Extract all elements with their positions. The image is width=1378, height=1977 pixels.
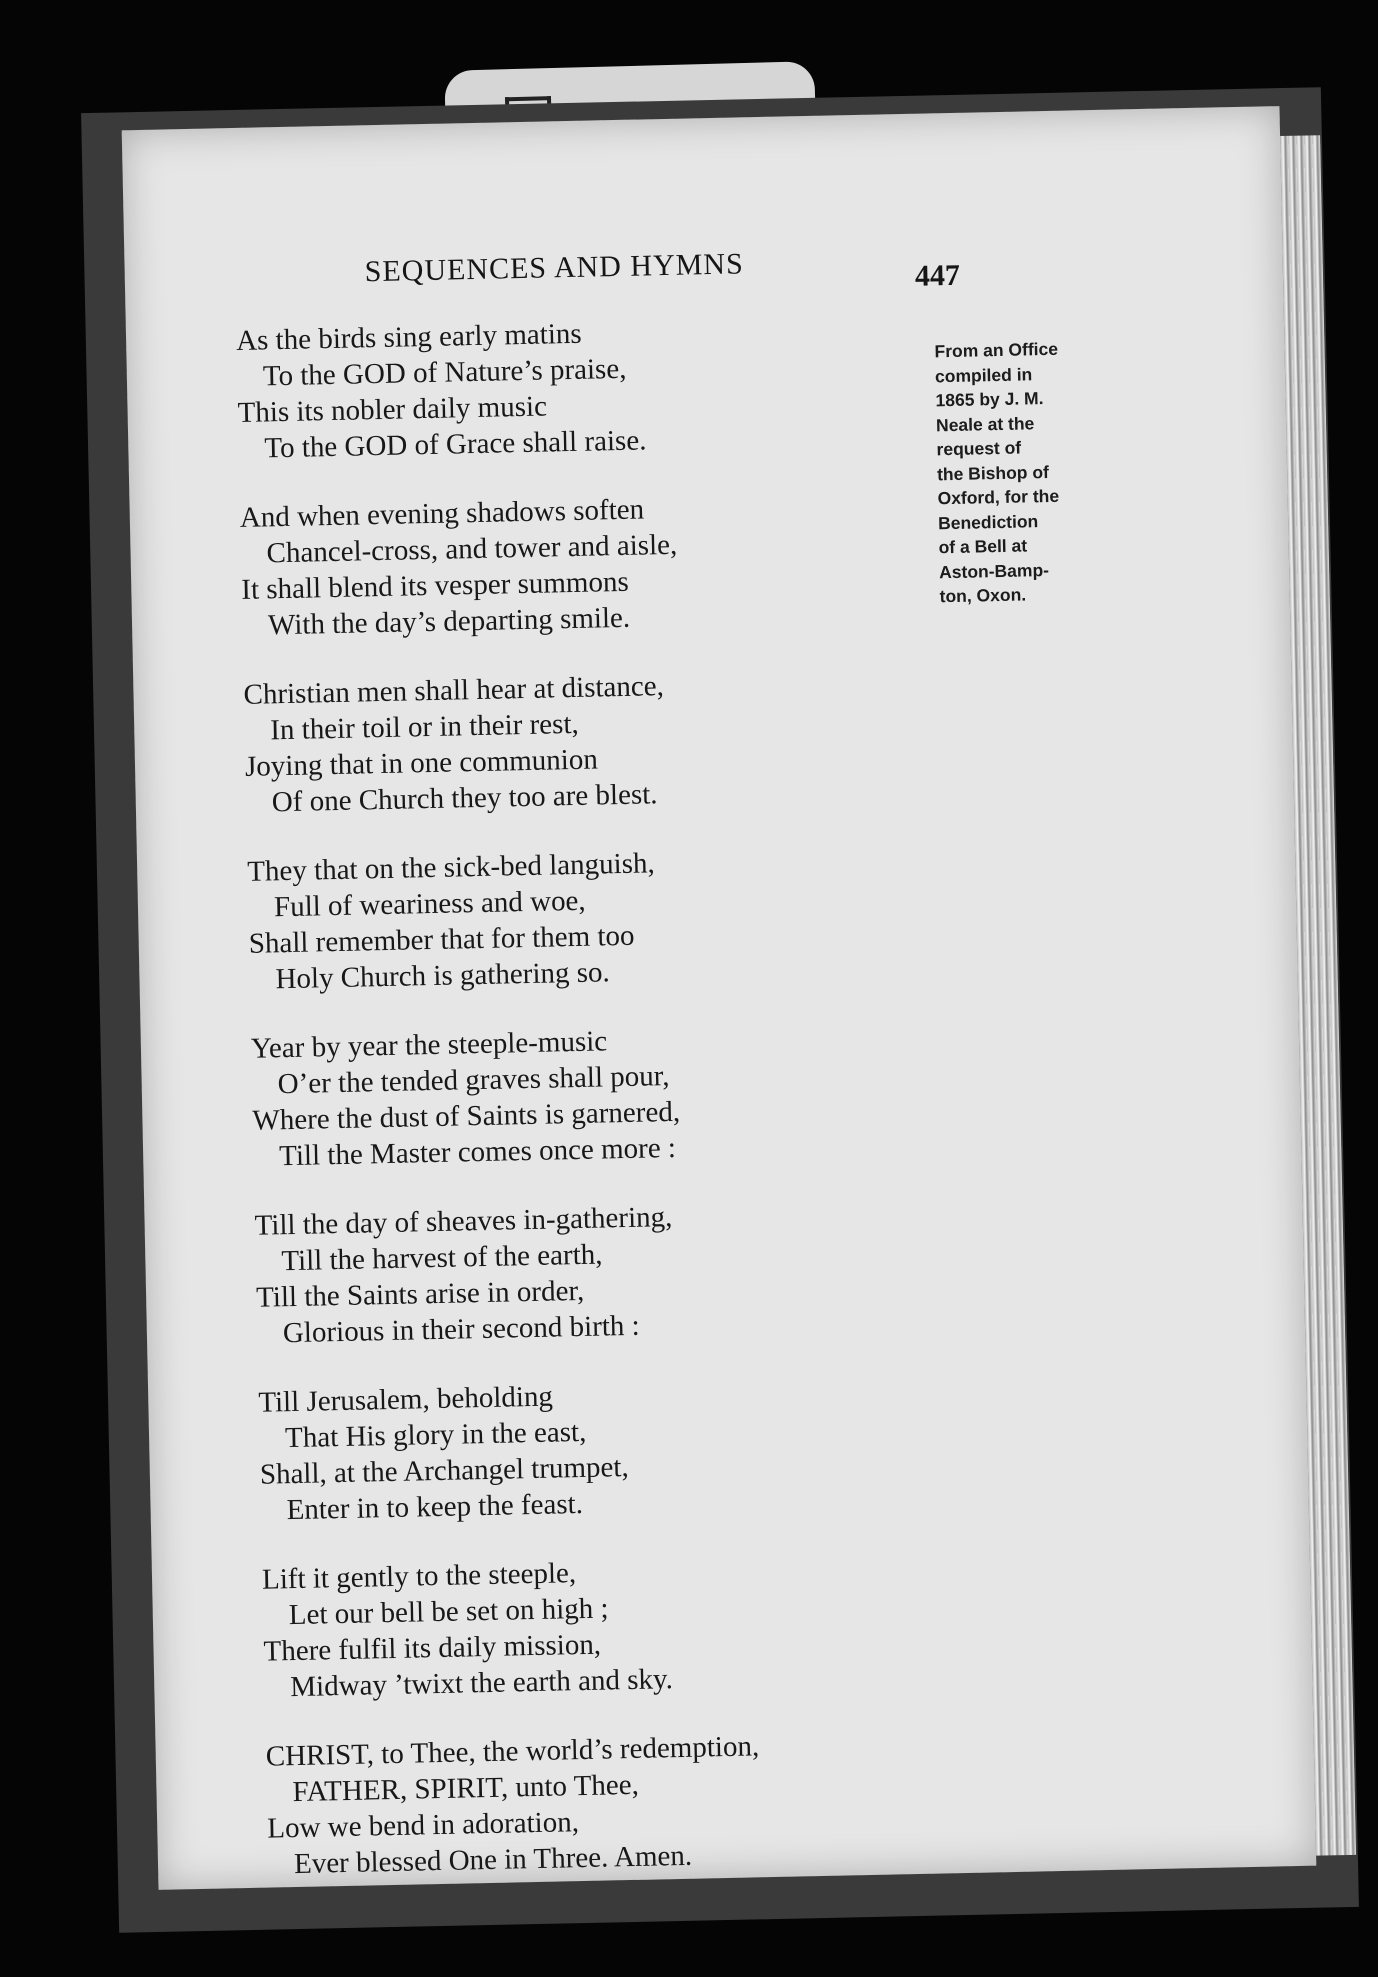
verse-line: Year by year the steeple-music xyxy=(250,1025,608,1065)
verse-line: CHRIST, to Thee, the world’s redemption, xyxy=(265,1730,760,1773)
verse-line: Holy Church is gathering so. xyxy=(275,956,611,996)
verse-line: In their toil or in their rest, xyxy=(269,707,580,747)
margin-note-line: request of xyxy=(936,437,1022,460)
verse-line: Where the dust of Saints is garnered, xyxy=(252,1095,681,1137)
stanza xyxy=(262,1550,825,1706)
verse-line: Till the Saints arise in order, xyxy=(255,1274,585,1314)
margin-note-line: Aston-Bamp- xyxy=(938,559,1050,582)
verse-line: Enter in to keep the feast. xyxy=(286,1487,584,1527)
stanza xyxy=(247,842,810,998)
verse-line: Till the harvest of the earth, xyxy=(281,1238,603,1278)
verse-line: They that on the sick-bed languish, xyxy=(246,847,656,888)
margin-note-line: Neale at the xyxy=(935,412,1035,435)
verse-line: This its nobler daily music xyxy=(237,390,548,429)
verse-line: Shall, at the Archangel trumpet, xyxy=(259,1450,629,1491)
verse-line: Till the Master comes once more : xyxy=(278,1131,677,1173)
verse-line: To the GOD of Grace shall raise. xyxy=(264,424,647,465)
margin-note-line: Oxford, for the xyxy=(937,485,1060,509)
verse-line: Of one Church they too are blest. xyxy=(271,778,658,819)
margin-note-line: compiled in xyxy=(934,363,1033,386)
verse-line: Lift it gently to the steeple, xyxy=(261,1557,577,1596)
verse-line: Christian men shall hear at distance, xyxy=(243,670,665,711)
page-number: 447 xyxy=(914,258,961,293)
stanza xyxy=(258,1373,821,1529)
hymn-text xyxy=(236,311,829,1915)
stanza xyxy=(254,1196,817,1352)
stanza xyxy=(265,1727,828,1883)
verse-line: To the GOD of Nature’s praise, xyxy=(262,352,627,393)
verse-line: Shall remember that for them too xyxy=(248,919,635,960)
verse-line: With the day’s departing smile. xyxy=(267,601,631,642)
margin-note xyxy=(934,336,1110,609)
stanza xyxy=(239,488,802,644)
verse-line: Chancel-cross, and tower and aisle, xyxy=(266,528,678,570)
margin-note-line: Benediction xyxy=(937,510,1039,533)
running-head: SEQUENCES AND HYMNS xyxy=(364,247,745,289)
verse-line: Till the day of sheaves in-gathering, xyxy=(254,1201,673,1242)
verse-line: And when evening shadows soften xyxy=(239,493,645,534)
verse-line: Full of weariness and woe, xyxy=(273,884,586,924)
verse-line: There fulfil its daily mission, xyxy=(263,1628,602,1668)
margin-note-line: the Bishop of xyxy=(936,461,1050,484)
page-edges xyxy=(1280,135,1356,1855)
verse-line: Joying that in one communion xyxy=(244,743,599,783)
margin-note-line: of a Bell at xyxy=(938,535,1028,558)
verse-line: FATHER, SPIRIT, unto Thee, xyxy=(292,1768,640,1809)
stanza xyxy=(236,311,799,467)
margin-note-line: From an Office xyxy=(934,338,1059,362)
verse-line: As the birds sing early matins xyxy=(235,317,582,357)
margin-note-line: ton, Oxon. xyxy=(939,584,1027,607)
verse-line: Let our bell be set on high ; xyxy=(288,1592,609,1632)
verse-line: It shall blend its vesper summons xyxy=(241,565,630,606)
verse-line: O’er the tended graves shall pour, xyxy=(277,1060,670,1101)
stanza xyxy=(243,665,806,821)
verse-line: Ever blessed One in Three. Amen. xyxy=(293,1839,693,1881)
verse-line: Low we bend in adoration, xyxy=(266,1806,580,1845)
book-page xyxy=(122,106,1317,1890)
verse-line: That His glory in the east, xyxy=(284,1415,587,1455)
verse-line: Till Jerusalem, beholding xyxy=(258,1380,554,1419)
stanza xyxy=(251,1019,814,1175)
verse-line: Glorious in their second birth : xyxy=(282,1309,640,1350)
verse-line: Midway ’twixt the earth and sky. xyxy=(290,1663,674,1704)
margin-note-line: 1865 by J. M. xyxy=(935,388,1044,411)
